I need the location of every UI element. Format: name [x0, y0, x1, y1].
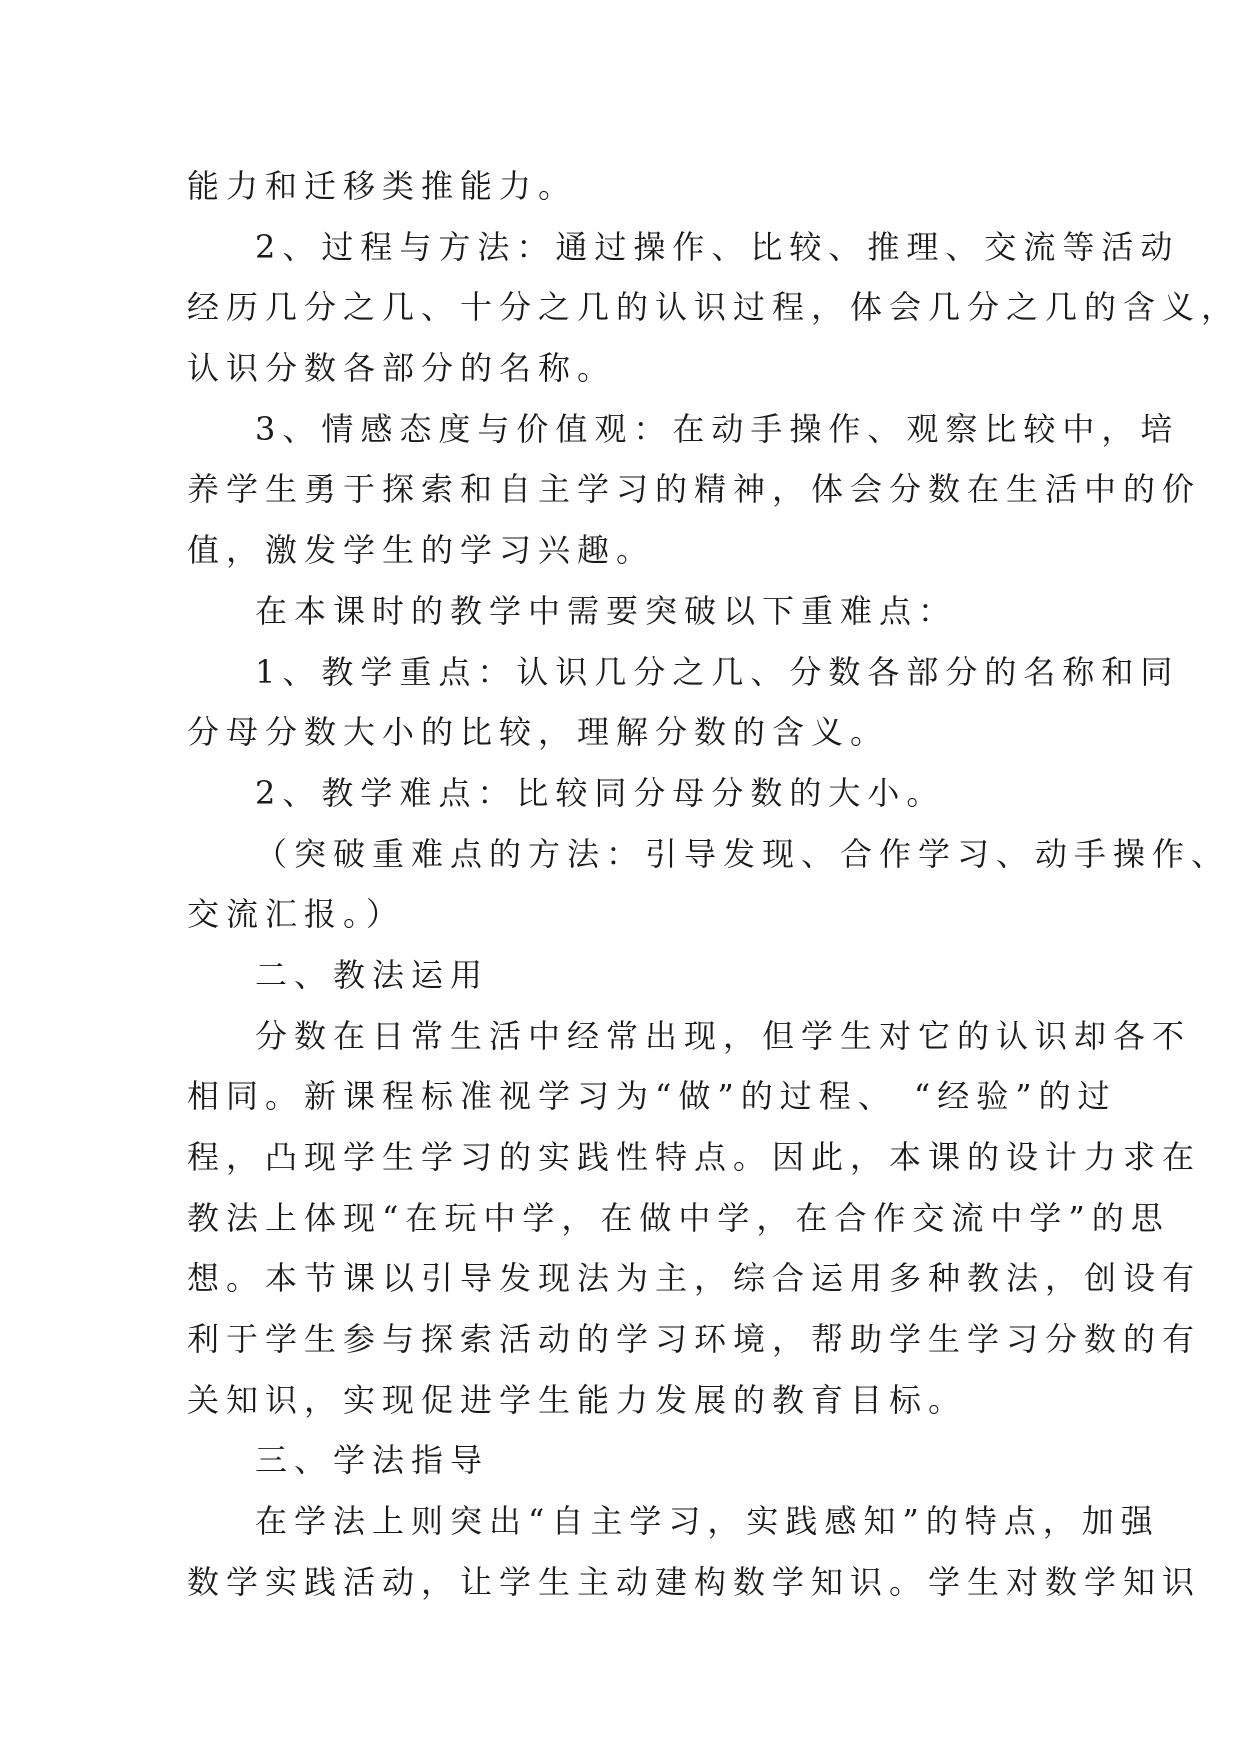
text-line: 经历几分之几、十分之几的认识过程，体会几分之几的含义，: [187, 288, 1241, 327]
text-line: 程，凸现学生学习的实践性特点。因此，本课的设计力求在: [187, 1138, 1202, 1176]
text-line: 相同。新课程标准视学习为“做”的过程、 “经验”的过: [187, 1077, 1117, 1116]
text-line: 利于学生参与探索活动的学习环境，帮助学生学习分数的有: [187, 1320, 1202, 1359]
text-line: （突破重难点的方法：引导发现、合作学习、动手操作、: [255, 834, 1231, 873]
text-line: 认识分数各部分的名称。: [187, 349, 617, 388]
text-line: 能力和迁移类推能力。: [187, 167, 578, 205]
text-line: 交流汇报。）: [187, 895, 406, 934]
text-line: 分母分数大小的比较，理解分数的含义。: [187, 713, 890, 752]
text-line: 值，激发学生的学习兴趣。: [187, 531, 656, 570]
text-line: 分数在日常生活中经常出现，但学生对它的认识却各不: [255, 1016, 1192, 1055]
text-line: 养学生勇于探索和自主学习的精神，体会分数在生活中的价: [187, 470, 1202, 509]
text-line: 在本课时的教学中需要突破以下重难点：: [255, 591, 958, 630]
text-line: 教法上体现“在玩中学，在做中学，在合作交流中学”的思: [187, 1198, 1170, 1237]
text-line: 1、教学重点：认识几分之几、分数各部分的名称和同: [255, 652, 1180, 691]
text-line: 2、过程与方法：通过操作、比较、推理、交流等活动: [255, 227, 1180, 266]
text-line: 关知识，实现促进学生能力发展的教育目标。: [187, 1380, 968, 1419]
section-heading: 三、学法指导: [255, 1441, 490, 1480]
text-line: 3、情感态度与价值观：在动手操作、观察比较中，培: [255, 409, 1180, 448]
text-line: 想。本节课以引导发现法为主，综合运用多种教法，创设有: [187, 1259, 1202, 1298]
text-line: 2、教学难点：比较同分母分数的大小。: [255, 773, 946, 812]
document-body: [187, 156, 1241, 1613]
text-line: 在学法上则突出“自主学习，实践感知”的特点，加强: [255, 1502, 1160, 1541]
text-line: 数学实践活动，让学生主动建构数学知识。学生对数学知识: [187, 1562, 1202, 1601]
section-heading: 二、教法运用: [255, 955, 490, 994]
